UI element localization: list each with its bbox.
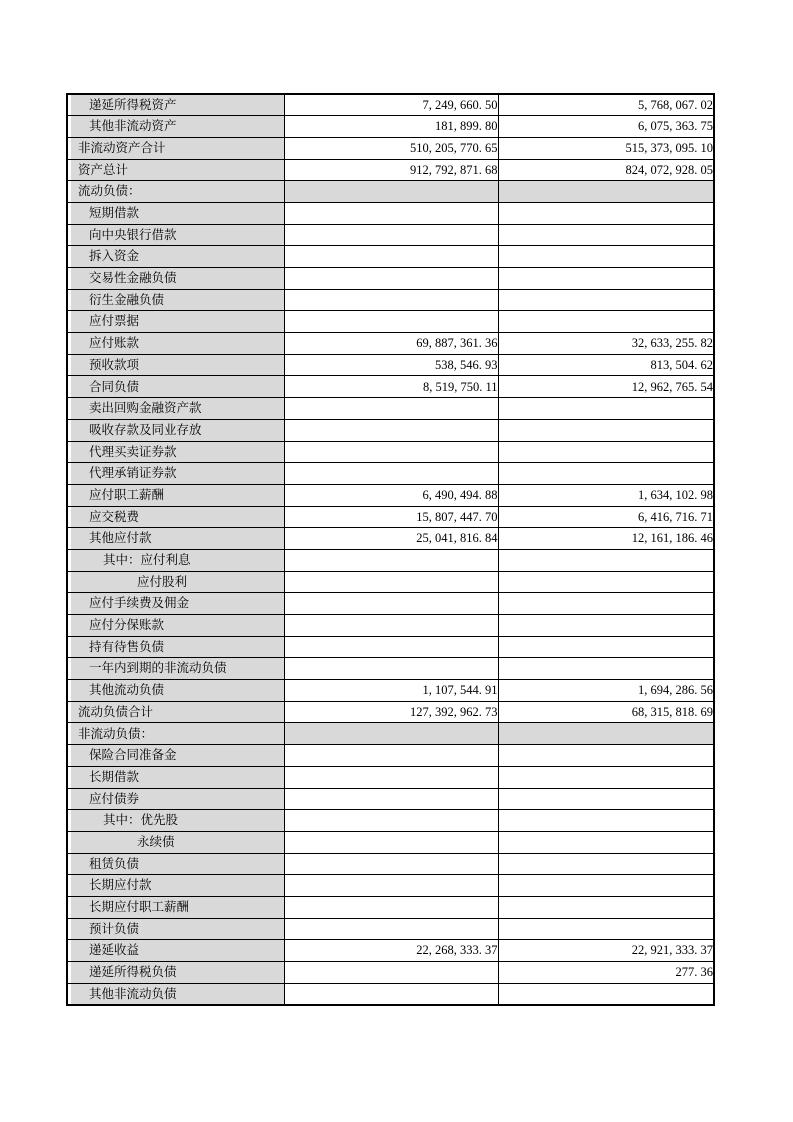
row-value-current-cell: [284, 766, 498, 788]
balance-sheet-table: [66, 93, 715, 1006]
row-value-previous-cell: [498, 441, 714, 463]
table-row: [67, 766, 714, 788]
row-value-previous-cell: [498, 571, 714, 593]
row-label-cell: 长期应付职工薪酬: [67, 896, 284, 918]
row-value-current-cell: [284, 289, 498, 311]
row-value-previous-cell: [498, 810, 714, 832]
row-value-current-cell: [284, 636, 498, 658]
table-row: [67, 333, 714, 355]
row-label-cell: 吸收存款及同业存放: [67, 419, 284, 441]
table-row: [67, 701, 714, 723]
row-value-previous-cell: 1, 634, 102. 98: [498, 484, 714, 506]
row-label-cell: 应付股利: [67, 571, 284, 593]
row-value-current-cell: 7, 249, 660. 50: [284, 94, 498, 116]
row-value-previous-cell: [498, 246, 714, 268]
row-value-current-cell: [284, 853, 498, 875]
table-row: [67, 268, 714, 290]
row-label-cell: 代理承销证券款: [67, 463, 284, 485]
row-value-previous-cell: 1, 694, 286. 56: [498, 680, 714, 702]
table-row: [67, 875, 714, 897]
row-value-previous-cell: 5, 768, 067. 02: [498, 94, 714, 116]
table-row: [67, 289, 714, 311]
row-label-cell: 向中央银行借款: [67, 224, 284, 246]
table-row: [67, 636, 714, 658]
row-value-previous-cell: [498, 202, 714, 224]
row-value-previous-cell: [498, 918, 714, 940]
balance-sheet-rows: [67, 94, 714, 1005]
table-row: [67, 593, 714, 615]
row-value-previous-cell: [498, 766, 714, 788]
row-value-previous-cell: 824, 072, 928. 05: [498, 159, 714, 181]
row-label-cell: 流动负债：: [67, 181, 284, 203]
table-row: [67, 354, 714, 376]
table-row: [67, 398, 714, 420]
row-value-current-cell: 1, 107, 544. 91: [284, 680, 498, 702]
table-row: [67, 224, 714, 246]
row-value-previous-cell: 22, 921, 333. 37: [498, 940, 714, 962]
row-value-current-cell: [284, 896, 498, 918]
table-row: [67, 853, 714, 875]
table-row: [67, 419, 714, 441]
row-value-previous-cell: [498, 224, 714, 246]
row-value-previous-cell: [498, 463, 714, 485]
row-label-cell: 代理买卖证券款: [67, 441, 284, 463]
row-value-current-cell: [284, 441, 498, 463]
table-row: [67, 810, 714, 832]
row-label-cell: 其中：优先股: [67, 810, 284, 832]
row-label-cell: 交易性金融负债: [67, 268, 284, 290]
row-value-current-cell: [284, 246, 498, 268]
table-row: [67, 918, 714, 940]
row-label-cell: 应付债券: [67, 788, 284, 810]
table-row: [67, 680, 714, 702]
table-row: [67, 528, 714, 550]
row-label-cell: 应付分保账款: [67, 615, 284, 637]
row-label-cell: 其中：应付利息: [67, 549, 284, 571]
row-value-previous-cell: [498, 853, 714, 875]
row-value-current-cell: [284, 463, 498, 485]
row-value-previous-cell: [498, 896, 714, 918]
row-value-previous-cell: [498, 549, 714, 571]
table-row: [67, 311, 714, 333]
row-value-current-cell: 69, 887, 361. 36: [284, 333, 498, 355]
row-value-previous-cell: 6, 416, 716. 71: [498, 506, 714, 528]
row-value-current-cell: 15, 807, 447. 70: [284, 506, 498, 528]
row-value-previous-cell: [498, 268, 714, 290]
row-label-cell: 合同负债: [67, 376, 284, 398]
row-value-current-cell: [284, 918, 498, 940]
table-row: [67, 940, 714, 962]
row-label-cell: 短期借款: [67, 202, 284, 224]
row-value-current-cell: [284, 311, 498, 333]
row-value-previous-cell: [498, 658, 714, 680]
table-row: [67, 246, 714, 268]
row-label-cell: 应付票据: [67, 311, 284, 333]
row-value-current-cell: [284, 615, 498, 637]
row-label-cell: 租赁负债: [67, 853, 284, 875]
row-label-cell: 递延收益: [67, 940, 284, 962]
row-label-cell: 非流动资产合计: [67, 137, 284, 159]
row-value-previous-cell: 12, 161, 186. 46: [498, 528, 714, 550]
row-value-previous-cell: [498, 875, 714, 897]
row-label-cell: 其他非流动负债: [67, 983, 284, 1005]
row-value-current-cell: 127, 392, 962. 73: [284, 701, 498, 723]
table-row: [67, 159, 714, 181]
row-label-cell: 预收款项: [67, 354, 284, 376]
row-value-current-cell: 538, 546. 93: [284, 354, 498, 376]
row-value-previous-cell: 12, 962, 765. 54: [498, 376, 714, 398]
row-value-previous-cell: [498, 615, 714, 637]
row-value-previous-cell: 813, 504. 62: [498, 354, 714, 376]
row-value-current-cell: [284, 658, 498, 680]
row-value-current-cell: 22, 268, 333. 37: [284, 940, 498, 962]
row-value-current-cell: [284, 962, 498, 984]
row-label-cell: 持有待售负债: [67, 636, 284, 658]
row-value-previous-cell: [498, 289, 714, 311]
row-label-cell: 永续债: [67, 831, 284, 853]
row-label-cell: 递延所得税资产: [67, 94, 284, 116]
row-value-current-cell: [284, 723, 498, 745]
row-label-cell: 应付账款: [67, 333, 284, 355]
row-value-current-cell: 8, 519, 750. 11: [284, 376, 498, 398]
row-value-current-cell: [284, 419, 498, 441]
row-value-current-cell: [284, 810, 498, 832]
row-label-cell: 应付职工薪酬: [67, 484, 284, 506]
row-value-previous-cell: 277. 36: [498, 962, 714, 984]
row-label-cell: 非流动负债：: [67, 723, 284, 745]
row-value-current-cell: 25, 041, 816. 84: [284, 528, 498, 550]
row-label-cell: 长期应付款: [67, 875, 284, 897]
table-row: [67, 116, 714, 138]
table-row: [67, 658, 714, 680]
table-row: [67, 723, 714, 745]
row-value-previous-cell: [498, 745, 714, 767]
row-label-cell: 其他流动负债: [67, 680, 284, 702]
table-row: [67, 571, 714, 593]
row-label-cell: 应交税费: [67, 506, 284, 528]
row-value-previous-cell: [498, 983, 714, 1005]
row-value-previous-cell: 515, 373, 095. 10: [498, 137, 714, 159]
row-value-current-cell: 912, 792, 871. 68: [284, 159, 498, 181]
row-label-cell: 预计负债: [67, 918, 284, 940]
row-label-cell: 长期借款: [67, 766, 284, 788]
row-value-current-cell: 181, 899. 80: [284, 116, 498, 138]
row-value-current-cell: [284, 983, 498, 1005]
row-value-previous-cell: 6, 075, 363. 75: [498, 116, 714, 138]
row-value-previous-cell: [498, 636, 714, 658]
table-row: [67, 745, 714, 767]
table-row: [67, 202, 714, 224]
row-label-cell: 流动负债合计: [67, 701, 284, 723]
row-label-cell: 其他非流动资产: [67, 116, 284, 138]
row-value-previous-cell: [498, 593, 714, 615]
table-row: [67, 983, 714, 1005]
row-label-cell: 应付手续费及佣金: [67, 593, 284, 615]
row-value-previous-cell: [498, 723, 714, 745]
table-row: [67, 441, 714, 463]
row-label-cell: 保险合同准备金: [67, 745, 284, 767]
row-value-previous-cell: [498, 398, 714, 420]
table-row: [67, 484, 714, 506]
table-row: [67, 831, 714, 853]
table-row: [67, 962, 714, 984]
row-value-previous-cell: 32, 633, 255. 82: [498, 333, 714, 355]
row-value-current-cell: 510, 205, 770. 65: [284, 137, 498, 159]
row-value-current-cell: [284, 549, 498, 571]
row-value-current-cell: 6, 490, 494. 88: [284, 484, 498, 506]
row-value-previous-cell: [498, 311, 714, 333]
table-row: [67, 549, 714, 571]
row-value-current-cell: [284, 593, 498, 615]
row-value-previous-cell: 68, 315, 818. 69: [498, 701, 714, 723]
row-label-cell: 资产总计: [67, 159, 284, 181]
row-value-current-cell: [284, 268, 498, 290]
table-row: [67, 376, 714, 398]
table-row: [67, 181, 714, 203]
table-row: [67, 137, 714, 159]
row-value-current-cell: [284, 181, 498, 203]
row-value-current-cell: [284, 831, 498, 853]
row-label-cell: 递延所得税负债: [67, 962, 284, 984]
row-label-cell: 一年内到期的非流动负债: [67, 658, 284, 680]
table-row: [67, 506, 714, 528]
row-value-previous-cell: [498, 419, 714, 441]
row-value-current-cell: [284, 224, 498, 246]
row-label-cell: 拆入资金: [67, 246, 284, 268]
row-value-previous-cell: [498, 788, 714, 810]
row-value-current-cell: [284, 202, 498, 224]
row-value-current-cell: [284, 745, 498, 767]
row-label-cell: 衍生金融负债: [67, 289, 284, 311]
row-label-cell: 卖出回购金融资产款: [67, 398, 284, 420]
table-row: [67, 788, 714, 810]
table-row: [67, 94, 714, 116]
table-row: [67, 896, 714, 918]
row-value-current-cell: [284, 398, 498, 420]
row-value-previous-cell: [498, 831, 714, 853]
table-row: [67, 615, 714, 637]
row-value-current-cell: [284, 571, 498, 593]
row-value-current-cell: [284, 875, 498, 897]
row-value-current-cell: [284, 788, 498, 810]
table-row: [67, 463, 714, 485]
row-value-previous-cell: [498, 181, 714, 203]
row-label-cell: 其他应付款: [67, 528, 284, 550]
